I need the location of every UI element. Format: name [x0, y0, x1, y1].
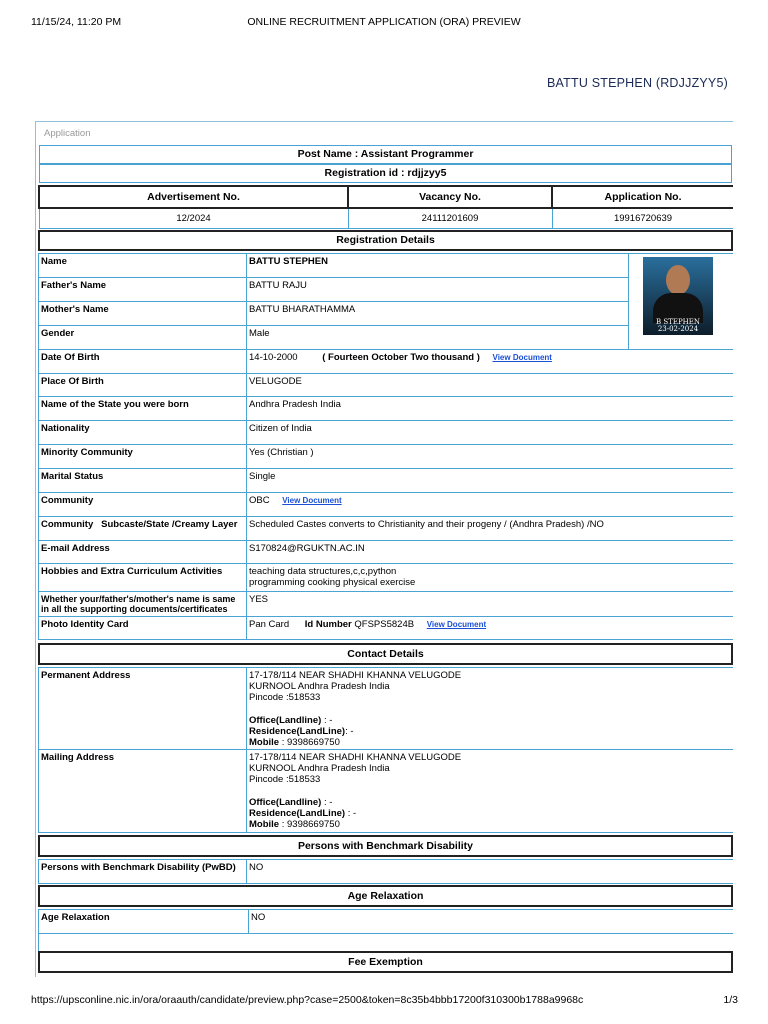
marital-status-value: Single — [247, 469, 734, 493]
permanent-address-line2: KURNOOL Andhra Pradesh India — [249, 681, 390, 692]
pwbd-header: Persons with Benchmark Disability — [38, 835, 733, 857]
age-relaxation-value: NO — [249, 910, 734, 934]
advertisement-no-value: 12/2024 — [39, 208, 348, 229]
contact-details-header: Contact Details — [38, 643, 733, 665]
pwbd-label: Persons with Benchmark Disability (PwBD) — [39, 860, 247, 884]
mailing-address-cell — [247, 750, 734, 833]
nationality-label: Nationality — [39, 421, 247, 445]
pwbd-table — [38, 859, 733, 884]
minority-value: Yes (Christian ) — [247, 445, 734, 469]
permanent-address-line1: 17-178/114 NEAR SHADHI KHANNA VELUGODE — [249, 670, 462, 681]
hobbies-label: Hobbies and Extra Curriculum Activities — [39, 564, 247, 592]
application-no-header: Application No. — [552, 186, 733, 208]
print-header — [0, 16, 768, 30]
permanent-mobile-label: Mobile — [249, 737, 280, 748]
mailing-address-pincode: Pincode :518533 — [249, 774, 321, 785]
photo-caption: B STEPHEN 23-02-2024 — [656, 318, 700, 333]
pwbd-value: NO — [247, 860, 734, 884]
subcaste-label: Community Subcaste/State /Creamy Layer — [39, 517, 247, 541]
application-label: Application — [44, 128, 91, 139]
mailing-mobile-label: Mobile — [249, 819, 280, 830]
permanent-residence-value: : - — [345, 726, 354, 737]
community-cell — [247, 493, 734, 517]
place-of-birth-label: Place Of Birth — [39, 374, 247, 397]
community-value: OBC — [249, 495, 270, 506]
state-born-value: Andhra Pradesh India — [247, 397, 734, 421]
permanent-address-label: Permanent Address — [39, 668, 247, 750]
same-name-label: Whether your/father's/mother's name is same in all the supporting documents/certificates — [39, 592, 247, 617]
contact-table — [38, 667, 733, 833]
state-born-label: Name of the State you were born — [39, 397, 247, 421]
mother-name-value: BATTU BHARATHAMMA — [247, 302, 629, 326]
id-number-value: QFSPS5824B — [354, 619, 415, 630]
mailing-office-label: Office(Landline) — [249, 797, 322, 808]
gender-label: Gender — [39, 326, 247, 350]
photo-id-type: Pan Card — [249, 619, 290, 630]
mailing-residence-value: : - — [347, 808, 357, 819]
gender-value: Male — [247, 326, 629, 350]
permanent-mobile-value: : 9398669750 — [281, 737, 340, 748]
age-relaxation-table — [38, 909, 733, 954]
print-datetime: 11/15/24, 11:20 PM — [31, 16, 122, 28]
father-name-label: Father's Name — [39, 278, 247, 302]
email-label: E-mail Address — [39, 541, 247, 564]
mailing-address-label: Mailing Address — [39, 750, 247, 833]
page-url: https://upsconline.nic.in/ora/oraauth/candidate/preview.php?case=2500&token=8c35b4bbb17200f310300b1788a9968c — [31, 994, 584, 1006]
dob-label: Date Of Birth — [39, 350, 247, 374]
place-of-birth-value: VELUGODE — [247, 374, 734, 397]
application-panel — [35, 121, 733, 977]
registration-table — [38, 253, 733, 640]
mailing-address-line1: 17-178/114 NEAR SHADHI KHANNA VELUGODE — [249, 752, 462, 763]
registration-details-header: Registration Details — [38, 230, 733, 251]
vacancy-no-header: Vacancy No. — [348, 186, 552, 208]
dob-view-document-link[interactable]: View Document — [492, 353, 552, 362]
candidate-photo-cell — [629, 254, 734, 350]
photo-id-view-document-link[interactable]: View Document — [426, 620, 487, 629]
photo-id-cell — [247, 617, 734, 640]
permanent-address-cell — [247, 668, 734, 750]
mailing-mobile-value: : 9398669750 — [281, 819, 340, 830]
mailing-address-line2: KURNOOL Andhra Pradesh India — [249, 763, 390, 774]
photo-id-label: Photo Identity Card — [39, 617, 247, 640]
mother-name-label: Mother's Name — [39, 302, 247, 326]
candidate-name-header: BATTU STEPHEN (RDJJZYY5) — [547, 76, 728, 90]
dob-cell — [247, 350, 734, 374]
subcaste-value: Scheduled Castes converts to Christianity and their progeny / (Andhra Pradesh) /NO — [247, 517, 734, 541]
community-label: Community — [39, 493, 247, 517]
nationality-value: Citizen of India — [247, 421, 734, 445]
permanent-address-pincode: Pincode :518533 — [249, 692, 321, 703]
father-name-value: BATTU RAJU — [247, 278, 629, 302]
marital-status-label: Marital Status — [39, 469, 247, 493]
hobbies-value: teaching data structures,c,c,python programming cooking physical exercise — [247, 564, 734, 592]
vacancy-no-value: 24111201609 — [348, 208, 552, 229]
advertisement-table — [38, 185, 733, 229]
age-relaxation-header: Age Relaxation — [38, 885, 733, 907]
application-no-value: 19916720639 — [552, 208, 733, 229]
fee-exemption-header: Fee Exemption — [38, 951, 733, 973]
mailing-office-value: : - — [323, 797, 333, 808]
name-label: Name — [39, 254, 247, 278]
permanent-residence-label: Residence(LandLine) — [249, 726, 346, 737]
name-value: BATTU STEPHEN — [247, 254, 629, 278]
dob-in-words: ( Fourteen October Two thousand ) — [322, 352, 480, 363]
dob-value: 14-10-2000 — [249, 352, 298, 363]
print-title: ONLINE RECRUITMENT APPLICATION (ORA) PREVIEW — [247, 16, 521, 28]
email-value: S170824@RGUKTN.AC.IN — [247, 541, 734, 564]
minority-label: Minority Community — [39, 445, 247, 469]
candidate-photo — [643, 257, 713, 335]
permanent-office-label: Office(Landline) — [249, 715, 322, 726]
community-view-document-link[interactable]: View Document — [282, 496, 342, 505]
registration-id: Registration id : rdjjzyy5 — [39, 164, 732, 183]
same-name-value: YES — [247, 592, 734, 617]
page-number: 1/3 — [723, 994, 738, 1006]
advertisement-no-header: Advertisement No. — [39, 186, 348, 208]
permanent-office-value: : - — [323, 715, 333, 726]
mailing-residence-label: Residence(LandLine) — [249, 808, 346, 819]
id-number-label: Id Number — [304, 619, 352, 630]
age-relaxation-label: Age Relaxation — [39, 910, 249, 934]
post-name: Post Name : Assistant Programmer — [39, 145, 732, 164]
